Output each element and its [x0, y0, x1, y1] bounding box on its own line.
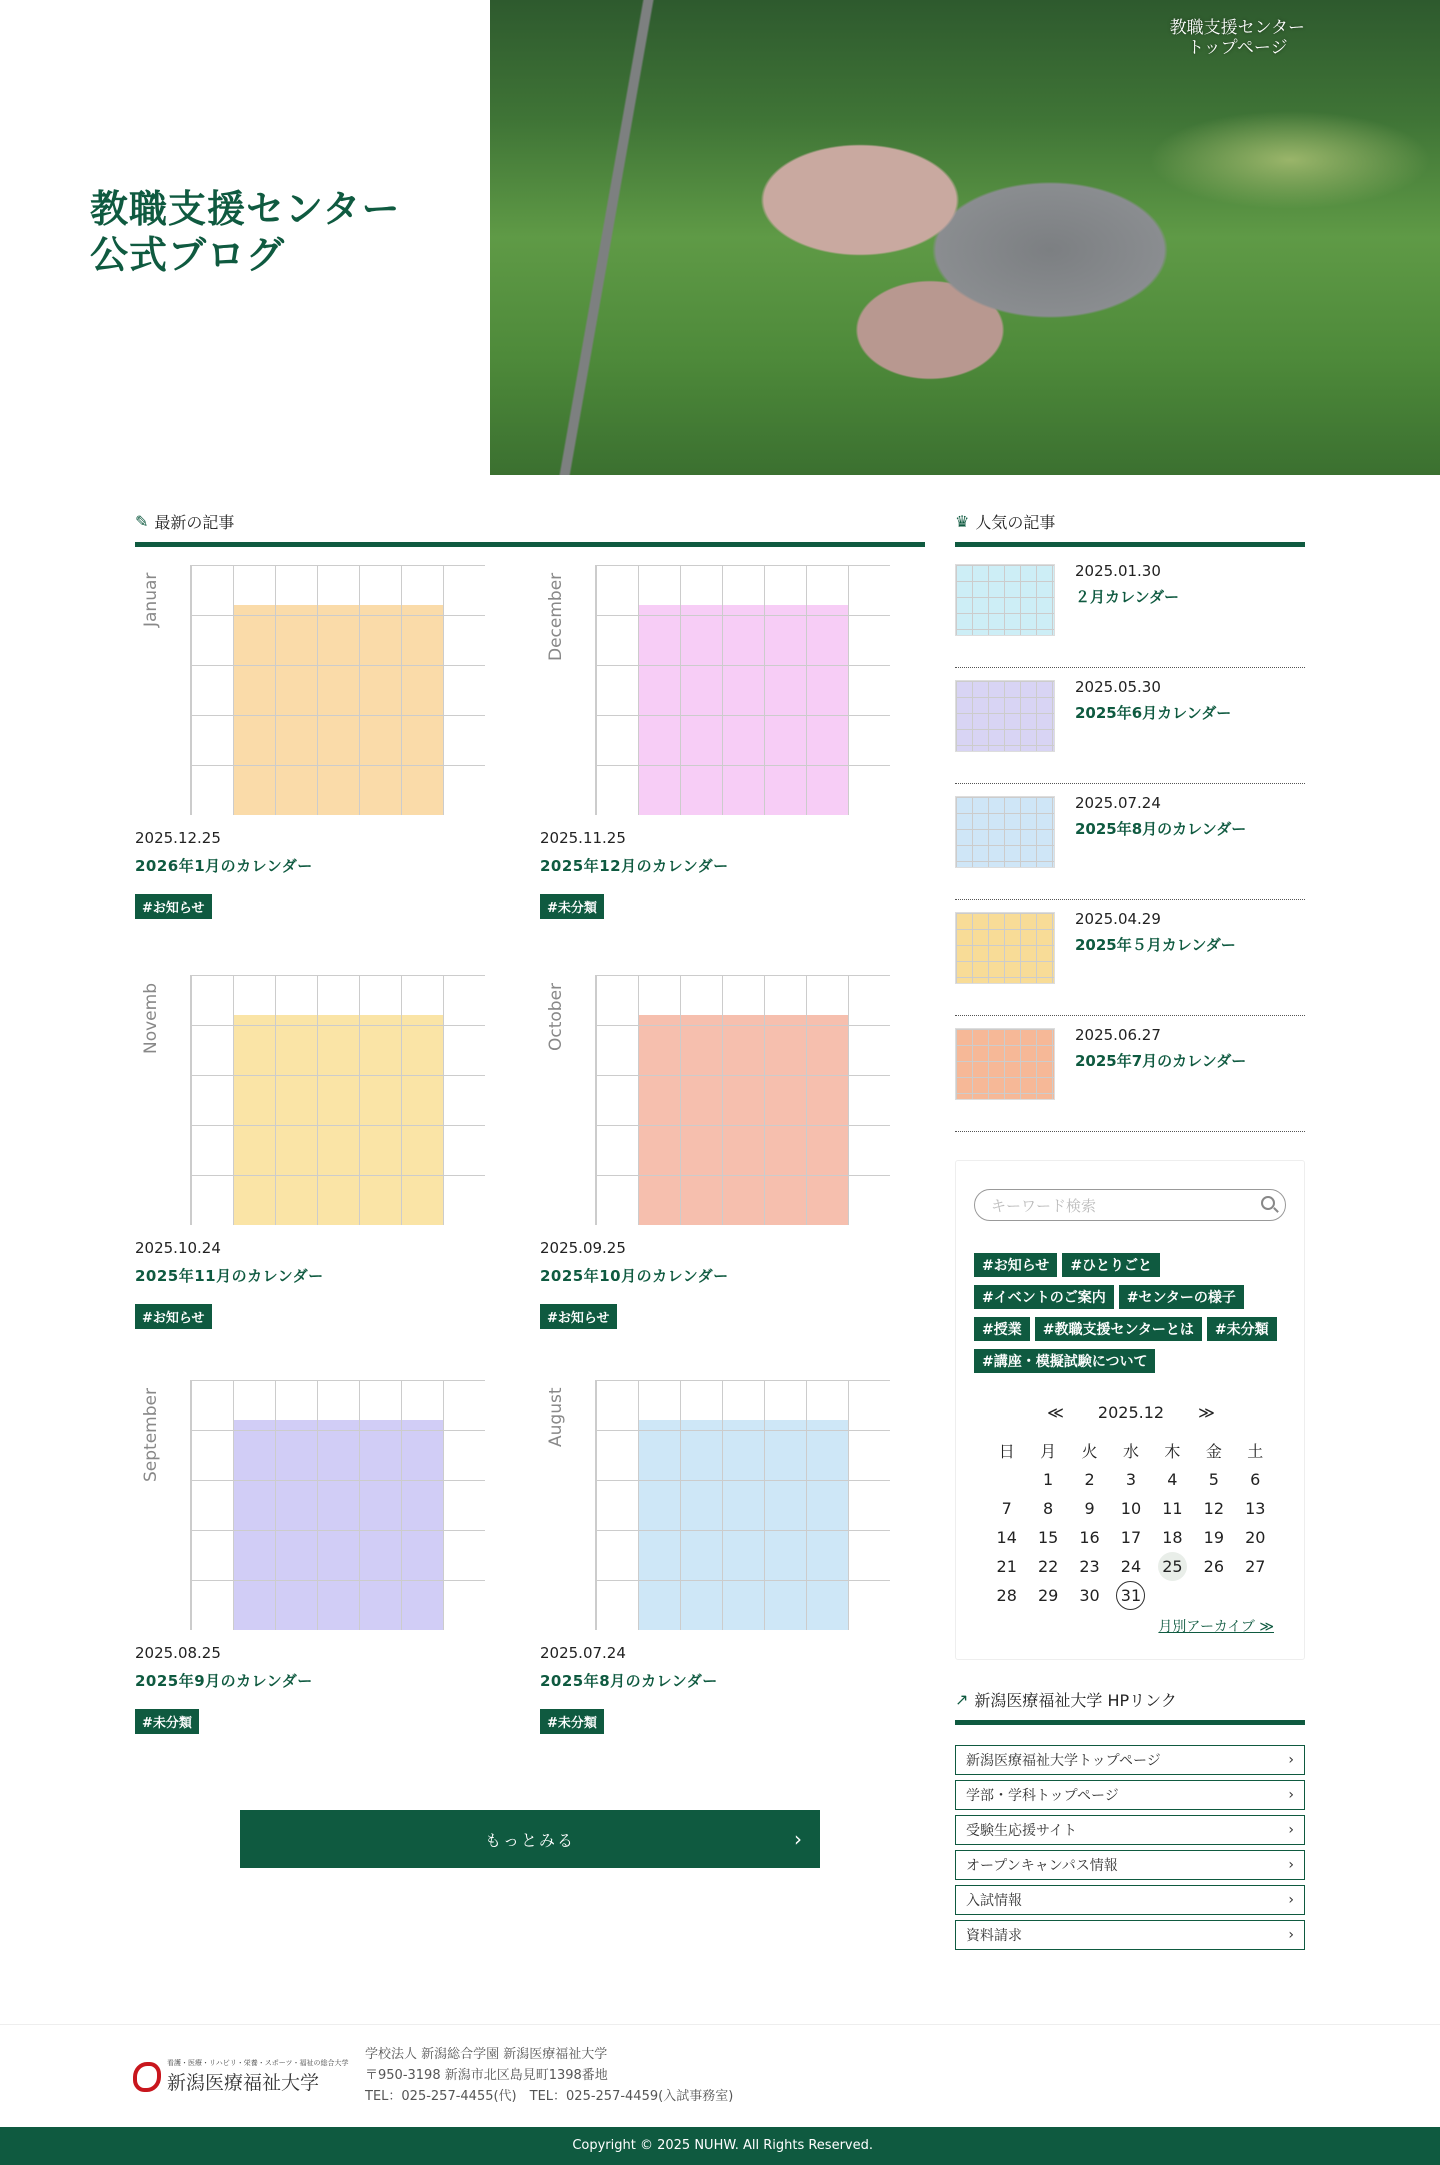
calendar-day: 6	[1250, 1470, 1261, 1489]
post-tag[interactable]: #お知らせ	[135, 1304, 212, 1329]
calendar-day: 9	[1084, 1499, 1095, 1518]
calendar-grid	[190, 565, 485, 815]
calendar-grid	[595, 975, 890, 1225]
post-date: 2025.09.25	[540, 1239, 626, 1257]
post-tag[interactable]: #お知らせ	[540, 1304, 617, 1329]
calendar-day: 3	[1125, 1470, 1137, 1489]
calendar-day	[1152, 1581, 1193, 1610]
tag-link[interactable]: #ひとりごと	[1062, 1253, 1160, 1277]
calendar-day	[986, 1465, 1027, 1494]
search-icon[interactable]	[1261, 1196, 1275, 1210]
popular-post-thumbnail[interactable]	[955, 680, 1055, 752]
weekday-header: 火	[1081, 1442, 1098, 1461]
calendar-day	[1235, 1581, 1276, 1610]
weekday-header: 水	[1122, 1442, 1139, 1461]
calendar-day: 7	[1001, 1499, 1012, 1518]
weekday-header: 日	[998, 1442, 1015, 1461]
thumbnail-month-label: Januar	[141, 573, 161, 628]
popular-post-thumbnail[interactable]	[955, 564, 1055, 636]
weekday-header: 土	[1247, 1442, 1264, 1461]
hp-link-item[interactable]: 受験生応援サイト ›	[955, 1815, 1305, 1845]
post-calendar	[986, 1403, 1276, 1610]
calendar-next-button[interactable]: ≫	[1198, 1403, 1215, 1422]
hp-link-item[interactable]: 新潟医療福祉大学トップページ ›	[955, 1745, 1305, 1775]
external-link-icon: ↗	[955, 1690, 969, 1709]
popular-post-title[interactable]: 2025年５月カレンダー	[1075, 936, 1236, 954]
chevron-right-icon: ›	[1288, 1927, 1294, 1943]
post-thumbnail[interactable]	[135, 565, 485, 815]
popular-post-date: 2025.04.29	[1075, 910, 1161, 928]
calendar-day: 8	[1043, 1499, 1054, 1518]
tag-cloud	[974, 1253, 1294, 1373]
calendar-day	[1193, 1581, 1234, 1610]
popular-post-title[interactable]: ２月カレンダー	[1075, 588, 1180, 606]
popular-post-item[interactable]	[955, 1016, 1305, 1132]
pencil-icon: ✎	[135, 512, 149, 531]
calendar-day: 20	[1245, 1528, 1266, 1547]
sidebar-widget	[955, 1160, 1305, 1660]
post-card[interactable]	[540, 975, 890, 1329]
hp-links-heading: ↗ 新潟医療福祉大学 HPリンク	[955, 1688, 1305, 1725]
calendar-day: 1	[1043, 1470, 1054, 1489]
calendar-day: 19	[1203, 1528, 1224, 1547]
latest-posts-heading: ✎ 最新の記事	[135, 510, 925, 547]
calendar-day[interactable]: 25	[1152, 1552, 1193, 1581]
thumbnail-month-label: August	[546, 1388, 566, 1448]
thumbnail-month-label: Novemb	[141, 983, 161, 1054]
search-input[interactable]: キーワード検索	[974, 1189, 1286, 1221]
calendar-day: 24	[1120, 1557, 1142, 1576]
post-thumbnail[interactable]	[135, 975, 485, 1225]
post-title[interactable]: 2025年9月のカレンダー	[135, 1672, 313, 1690]
tag-link[interactable]: #イベントのご案内	[974, 1285, 1114, 1309]
blog-title: 教職支援センター 公式ブログ	[90, 187, 401, 277]
calendar-grid	[595, 1380, 890, 1630]
popular-post-item[interactable]	[955, 552, 1305, 668]
tag-link[interactable]: #講座・模擬試験について	[974, 1349, 1155, 1373]
copyright: Copyright © 2025 NUHW. All Rights Reserved.	[0, 2127, 1440, 2165]
calendar-day: 17	[1120, 1528, 1142, 1547]
calendar-day: 26	[1203, 1557, 1224, 1576]
popular-post-date: 2025.07.24	[1075, 794, 1161, 812]
post-date: 2025.12.25	[135, 829, 221, 847]
post-title[interactable]: 2025年8月のカレンダー	[540, 1672, 718, 1690]
calendar-day: 27	[1245, 1557, 1266, 1576]
post-date: 2025.07.24	[540, 1644, 626, 1662]
crown-icon: ♛	[955, 512, 970, 531]
post-title[interactable]: 2025年11月のカレンダー	[135, 1267, 324, 1285]
university-logo[interactable]: 看護・医療・リハビリ・栄養・スポーツ・福祉の総合大学 新潟医療福祉大学	[133, 2058, 349, 2095]
center-top-page-link[interactable]: 教職支援センター トップページ	[1169, 18, 1305, 58]
popular-post-date: 2025.05.30	[1075, 678, 1161, 696]
calendar-day: 18	[1162, 1528, 1183, 1547]
post-card[interactable]	[540, 1380, 890, 1734]
popular-post-date: 2025.06.27	[1075, 1026, 1161, 1044]
popular-post-thumbnail[interactable]	[955, 796, 1055, 868]
post-tag[interactable]: #お知らせ	[135, 894, 212, 919]
post-thumbnail[interactable]	[540, 1380, 890, 1630]
chevron-right-icon: ›	[1288, 1857, 1294, 1873]
post-tag[interactable]: #未分類	[540, 1709, 604, 1734]
load-more-button[interactable]: もっとみる ›	[240, 1810, 820, 1868]
hp-links-list	[955, 1745, 1305, 1955]
calendar-grid	[595, 565, 890, 815]
tag-link[interactable]: #センターの様子	[1119, 1285, 1244, 1309]
thumbnail-month-label: September	[141, 1388, 161, 1482]
post-card[interactable]	[135, 975, 485, 1329]
post-title[interactable]: 2025年12月のカレンダー	[540, 857, 729, 875]
tag-link[interactable]: #授業	[974, 1317, 1030, 1341]
hp-link-item[interactable]: 入試情報 ›	[955, 1885, 1305, 1915]
popular-post-title[interactable]: 2025年7月のカレンダー	[1075, 1052, 1247, 1070]
calendar-grid	[190, 1380, 485, 1630]
calendar-day: 5	[1208, 1470, 1219, 1489]
tag-link[interactable]: #未分類	[1207, 1317, 1277, 1341]
chevron-right-icon: ›	[1288, 1892, 1294, 1908]
popular-post-title[interactable]: 2025年8月のカレンダー	[1075, 820, 1247, 838]
tag-link[interactable]: #お知らせ	[974, 1253, 1057, 1277]
calendar-day: 14	[996, 1528, 1017, 1547]
hp-link-item[interactable]: 学部・学科トップページ ›	[955, 1780, 1305, 1810]
weekday-header: 木	[1164, 1442, 1181, 1461]
calendar-day: 16	[1079, 1528, 1100, 1547]
calendar-day: 11	[1162, 1499, 1183, 1518]
calendar-day: 15	[1037, 1528, 1059, 1547]
calendar-day: 2	[1084, 1470, 1095, 1489]
popular-post-thumbnail[interactable]	[955, 912, 1055, 984]
calendar-day: 23	[1079, 1557, 1100, 1576]
post-card[interactable]	[135, 1380, 485, 1734]
thumbnail-month-label: December	[546, 573, 566, 662]
post-thumbnail[interactable]	[540, 975, 890, 1225]
footer-divider	[0, 2024, 1440, 2025]
popular-post-date: 2025.01.30	[1075, 562, 1161, 580]
post-title[interactable]: 2026年1月のカレンダー	[135, 857, 313, 875]
calendar-prev-button[interactable]: ≪	[1047, 1403, 1064, 1422]
hp-link-item[interactable]: オープンキャンパス情報 ›	[955, 1850, 1305, 1880]
calendar-day: 31	[1110, 1581, 1151, 1610]
post-title[interactable]: 2025年10月のカレンダー	[540, 1267, 729, 1285]
post-thumbnail[interactable]	[135, 1380, 485, 1630]
footer-address: 学校法人 新潟総合学園 新潟医療福祉大学 〒950-3198 新潟市北区島見町1398番地 TEL：025-257-4455(代) TEL：025-257-4459(入試事務室)	[365, 2047, 734, 2104]
calendar-day: 13	[1245, 1499, 1266, 1518]
post-card[interactable]	[540, 565, 890, 919]
calendar-month: 2025.12	[1097, 1403, 1165, 1422]
calendar-day: 22	[1037, 1557, 1059, 1576]
calendar-day: 28	[996, 1586, 1017, 1605]
weekday-header: 金	[1205, 1442, 1222, 1461]
post-tag[interactable]: #未分類	[135, 1709, 199, 1734]
tag-link[interactable]: #教職支援センターとは	[1035, 1317, 1202, 1341]
hp-link-item[interactable]: 資料請求 ›	[955, 1920, 1305, 1950]
calendar-day: 21	[996, 1557, 1017, 1576]
logo-mark-icon	[133, 2062, 161, 2092]
chevron-right-icon: ›	[1288, 1787, 1294, 1803]
weekday-header: 月	[1040, 1442, 1057, 1461]
chevron-right-icon: ›	[794, 1827, 804, 1851]
popular-post-item[interactable]	[955, 668, 1305, 784]
post-date: 2025.10.24	[135, 1239, 221, 1257]
calendar-day: 12	[1203, 1499, 1224, 1518]
post-card[interactable]	[135, 565, 485, 919]
calendar-grid	[190, 975, 485, 1225]
calendar-day: 10	[1120, 1499, 1142, 1518]
popular-posts-heading: ♛ 人気の記事	[955, 510, 1305, 547]
popular-post-item[interactable]	[955, 900, 1305, 1016]
chevron-right-icon: ›	[1288, 1752, 1294, 1768]
post-date: 2025.11.25	[540, 829, 626, 847]
post-date: 2025.08.25	[135, 1644, 221, 1662]
popular-post-thumbnail[interactable]	[955, 1028, 1055, 1100]
post-thumbnail[interactable]	[540, 565, 890, 815]
calendar-day: 30	[1079, 1586, 1100, 1605]
popular-post-item[interactable]	[955, 784, 1305, 900]
monthly-archive-link[interactable]: 月別アーカイブ ≫	[1158, 1619, 1274, 1635]
popular-post-title[interactable]: 2025年6月カレンダー	[1075, 704, 1232, 722]
post-tag[interactable]: #未分類	[540, 894, 604, 919]
thumbnail-month-label: October	[546, 983, 566, 1052]
calendar-day: 29	[1037, 1586, 1059, 1605]
calendar-day: 4	[1167, 1470, 1178, 1489]
campus-aerial-photo	[490, 0, 1440, 475]
chevron-right-icon: ›	[1288, 1822, 1294, 1838]
